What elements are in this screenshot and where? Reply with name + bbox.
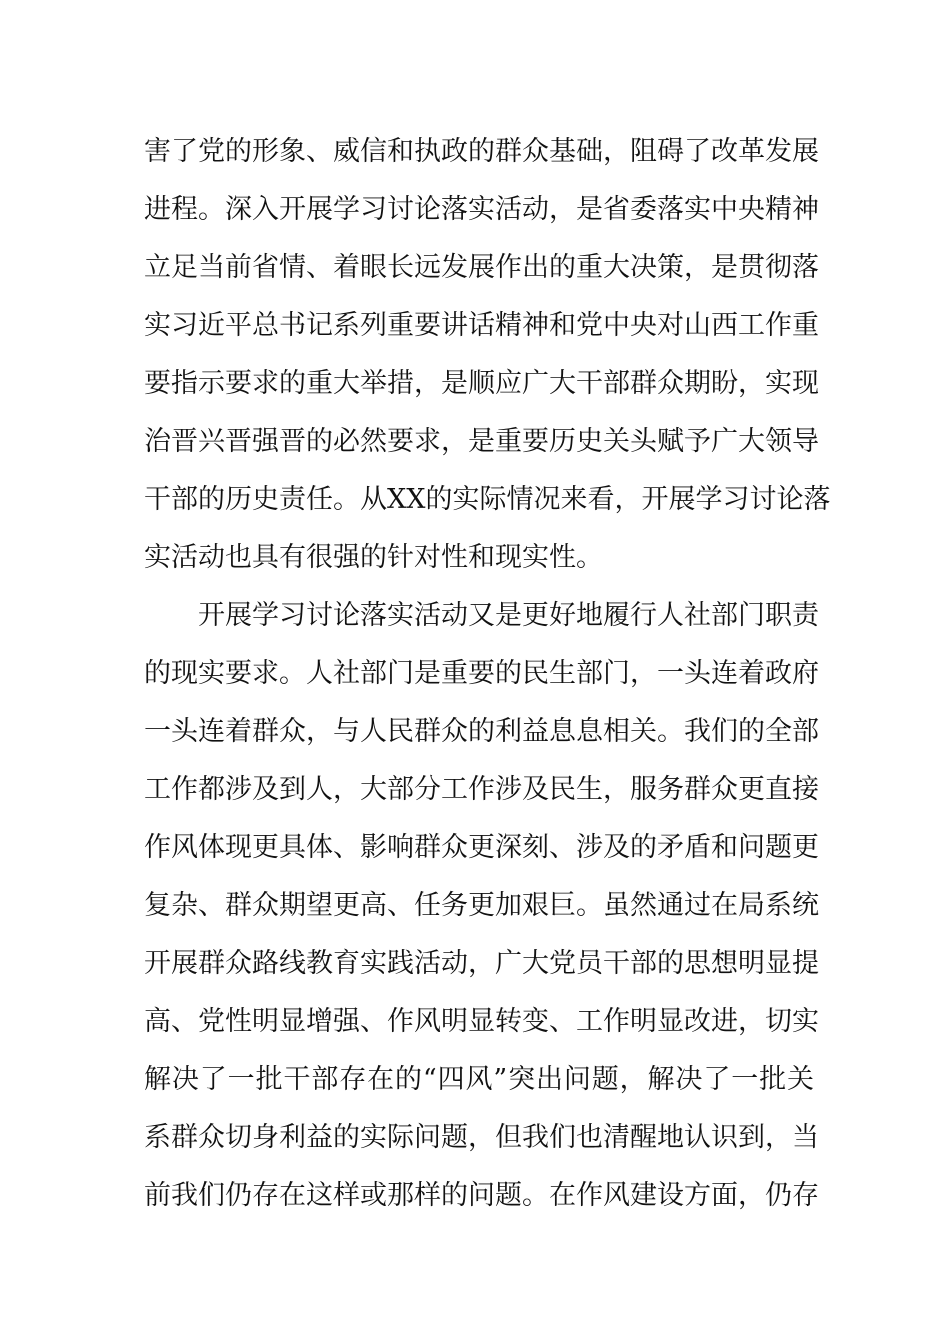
text-line-11: 一头连着群众，与人民群众的利益息息相关。我们的全部 — [144, 716, 819, 747]
text-line-16: 高、党性明显增强、作风明显转变、工作明显改进，切实 — [144, 1006, 819, 1037]
text-line-9: 开展学习讨论落实活动又是更好地履行人社部门职责 — [198, 600, 819, 631]
text-line-6: 治晋兴晋强晋的必然要求，是重要历史关头赋予广大领导 — [144, 426, 819, 457]
text-line-15: 开展群众路线教育实践活动，广大党员干部的思想明显提 — [144, 948, 819, 979]
text-line-13: 作风体现更具体、影响群众更深刻、涉及的矛盾和问题更 — [144, 832, 819, 863]
text-line-17: 解决了一批干部存在的“四风”突出问题，解决了一批关 — [144, 1064, 814, 1095]
text-line-12: 工作都涉及到人，大部分工作涉及民生，服务群众更直接 — [144, 774, 819, 805]
text-line-1: 害了党的形象、威信和执政的群众基础，阻碍了改革发展 — [144, 136, 819, 167]
text-line-10: 的现实要求。人社部门是重要的民生部门，一头连着政府 — [144, 658, 819, 689]
text-line-2: 进程。深入开展学习讨论落实活动，是省委落实中央精神 — [144, 194, 819, 225]
text-line-4: 实习近平总书记系列重要讲话精神和党中央对山西工作重 — [144, 310, 819, 341]
text-line-18: 系群众切身利益的实际问题，但我们也清醒地认识到，当 — [144, 1122, 819, 1153]
text-line-8: 实活动也具有很强的针对性和现实性。 — [144, 542, 603, 573]
text-line-5: 要指示要求的重大举措，是顺应广大干部群众期盼，实现 — [144, 368, 819, 399]
text-line-19: 前我们仍存在这样或那样的问题。在作风建设方面，仍存 — [144, 1180, 819, 1211]
text-line-3: 立足当前省情、着眼长远发展作出的重大决策，是贯彻落 — [144, 252, 819, 283]
text-line-7: 干部的历史责任。从XX的实际情况来看，开展学习讨论落 — [144, 484, 831, 515]
text-line-14: 复杂、群众期望更高、任务更加艰巨。虽然通过在局系统 — [144, 890, 819, 921]
